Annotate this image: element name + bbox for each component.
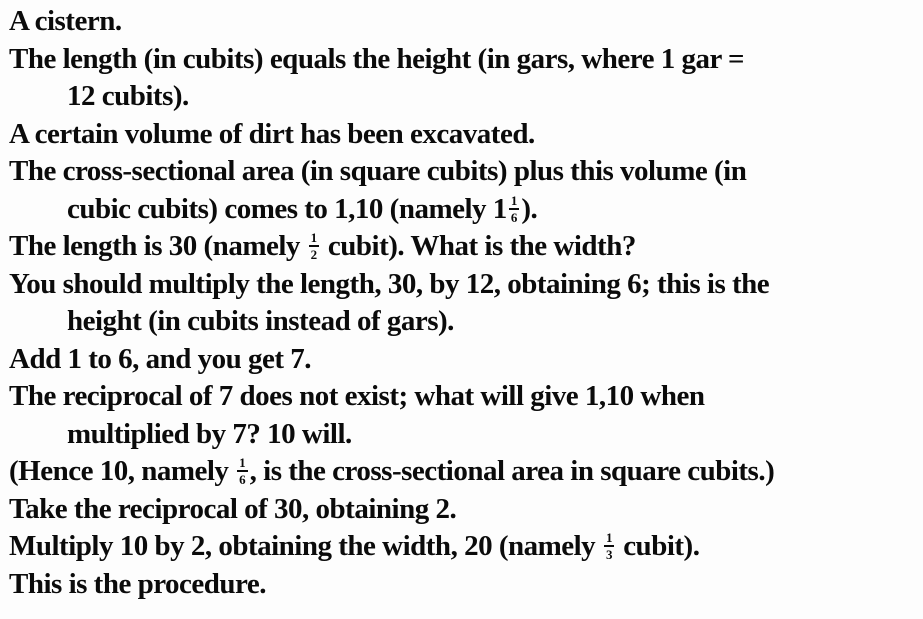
text-line	[9, 566, 915, 604]
text-segment: , is the cross-sectional area in square cubits.)	[249, 455, 775, 487]
text-line	[9, 153, 915, 191]
text-segment: The length is 30 (namely	[9, 230, 307, 262]
fraction-denominator: 6	[510, 209, 518, 225]
fraction-numerator: 1	[239, 455, 246, 471]
text-line	[9, 528, 915, 566]
text-line	[9, 341, 915, 379]
text-segment: This is the procedure.	[9, 567, 267, 600]
text-segment: (Hence 10, namely	[9, 455, 236, 487]
fraction	[509, 194, 520, 224]
text-segment: A certain volume of dirt has been excavated.	[9, 117, 535, 150]
fraction	[309, 231, 320, 261]
text-segment: Add 1 to 6, and you get 7.	[9, 342, 312, 375]
fraction-numerator: 1	[510, 192, 518, 208]
text-line	[9, 78, 915, 116]
text-line	[9, 41, 915, 79]
text-segment: You should multiply the length, 30, by 12, obtaining 6; this is the	[9, 267, 770, 300]
text-segment: The length (in cubits) equals the height (in gars, where 1 gar =	[9, 42, 745, 75]
fraction	[237, 456, 248, 486]
text-line	[9, 416, 915, 454]
fraction-numerator: 1	[310, 230, 318, 246]
text-segment: The reciprocal of 7 does not exist; what will give 1,10 when	[9, 380, 705, 412]
text-segment: cubic cubits) comes to 1,10 (namely 1	[67, 192, 507, 225]
fraction-denominator: 3	[605, 547, 613, 563]
text-segment: cubit).	[616, 530, 700, 562]
problem-text-block	[9, 3, 915, 603]
fraction-denominator: 2	[310, 247, 318, 263]
text-line	[9, 453, 915, 491]
text-segment: height (in cubits instead of gars).	[67, 305, 454, 337]
text-segment: multiplied by 7? 10 will.	[67, 417, 352, 450]
text-line	[9, 116, 915, 154]
text-segment: ).	[521, 192, 538, 225]
text-segment: cubit). What is the width?	[321, 230, 636, 262]
text-line	[9, 191, 915, 229]
text-segment: The cross-sectional area (in square cubits) plus this volume (in	[9, 155, 747, 187]
fraction	[604, 531, 615, 561]
text-line	[9, 491, 915, 529]
text-segment: 12 cubits).	[67, 80, 189, 112]
text-line	[9, 266, 915, 304]
text-segment: Multiply 10 by 2, obtaining the width, 20 (namely	[9, 530, 602, 562]
text-line	[9, 228, 915, 266]
text-segment: Take the reciprocal of 30, obtaining 2.	[9, 492, 457, 525]
fraction-denominator: 6	[239, 472, 246, 488]
text-line	[9, 303, 915, 341]
text-segment: A cistern.	[9, 5, 122, 37]
fraction-numerator: 1	[605, 530, 613, 546]
text-line	[9, 378, 915, 416]
text-line	[9, 3, 915, 41]
